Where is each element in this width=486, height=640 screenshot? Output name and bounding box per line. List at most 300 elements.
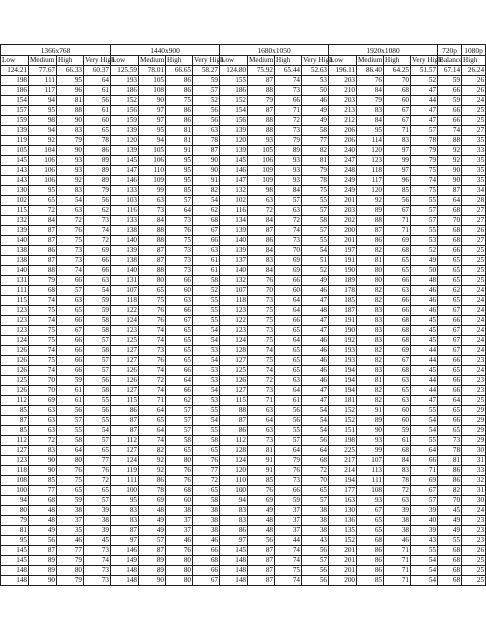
table-cell: 76: [139, 356, 166, 366]
table-cell: 57: [84, 366, 111, 376]
table-cell: 95: [111, 496, 139, 506]
table-cell: 74: [139, 366, 166, 376]
table-cell: 26: [462, 76, 486, 86]
table-cell: 38: [302, 526, 329, 536]
table-cell: 159: [1, 116, 29, 126]
table-cell: 59: [193, 76, 220, 86]
table-cell: 64: [438, 196, 462, 206]
table-cell: 148: [111, 566, 139, 576]
table-cell: 55: [411, 546, 438, 556]
table-cell: 25: [462, 106, 486, 116]
table-cell: 55: [57, 426, 84, 436]
table-cell: 82: [357, 246, 384, 256]
table-cell: 192: [329, 336, 357, 346]
table-cell: 76: [139, 306, 166, 316]
table-cell: 74: [57, 266, 84, 276]
table-cell: 65: [275, 366, 302, 376]
table-cell: 58: [302, 216, 329, 226]
table-cell: 75: [248, 356, 275, 366]
table-cell: 78: [139, 486, 166, 496]
table-cell: 60: [166, 286, 193, 296]
table-cell: 63: [29, 406, 57, 416]
table-cell: 83: [57, 186, 84, 196]
table-cell: 68: [438, 566, 462, 576]
table-cell: 73: [166, 216, 193, 226]
table-cell: 27: [462, 236, 486, 246]
table-cell: 57: [275, 436, 302, 446]
table-cell: 66: [57, 316, 84, 326]
table-cell: 38: [302, 506, 329, 516]
table-cell: 91: [166, 146, 193, 156]
table-cell: 97: [139, 116, 166, 126]
table-row: [1, 326, 486, 336]
table-cell: 138: [111, 226, 139, 236]
table-cell: 71: [384, 566, 411, 576]
table-cell: 248: [329, 166, 357, 176]
table-cell: 62: [84, 206, 111, 216]
table-cell: 75: [275, 566, 302, 576]
table-cell: 25: [462, 276, 486, 286]
table-row: [1, 256, 486, 266]
table-cell: 66: [384, 306, 411, 316]
table-cell: 52: [302, 266, 329, 276]
table-cell: 45: [411, 366, 438, 376]
table-cell: 56: [275, 416, 302, 426]
table-cell: 89: [29, 566, 57, 576]
table-cell: 117: [357, 176, 384, 186]
table-cell: 76: [357, 76, 384, 86]
table-cell: 95: [357, 126, 384, 136]
table-cell: 71: [384, 576, 411, 586]
table-cell: 80: [357, 266, 384, 276]
table-cell: 79: [57, 136, 84, 146]
table-cell: 206: [329, 126, 357, 136]
table-cell: 126: [1, 356, 29, 366]
table-cell: 65: [84, 446, 111, 456]
table-cell: 66: [57, 356, 84, 366]
table-cell: 127: [111, 346, 139, 356]
table-cell: 125: [220, 366, 248, 376]
column-header: Low: [111, 56, 139, 66]
table-cell: 145: [1, 156, 29, 166]
table-cell: 83: [220, 516, 248, 526]
table-cell: 38: [193, 506, 220, 516]
table-row: [1, 456, 486, 466]
table-cell: 79: [411, 156, 438, 166]
table-cell: 58: [193, 276, 220, 286]
table-row: [1, 116, 486, 126]
table-cell: 88: [248, 126, 275, 136]
table-cell: 73: [139, 206, 166, 216]
table-cell: 25: [462, 266, 486, 276]
table-row: [1, 526, 486, 536]
table-cell: 135: [329, 526, 357, 536]
table-cell: 59: [438, 76, 462, 86]
table-cell: 55: [193, 406, 220, 416]
table-cell: 88: [57, 106, 84, 116]
table-cell: 95: [139, 126, 166, 136]
table-cell: 125: [1, 376, 29, 386]
table-cell: 46: [411, 296, 438, 306]
column-header: Medium: [29, 56, 57, 66]
group-header-row: [1, 45, 486, 56]
table-cell: 71: [275, 106, 302, 116]
column-header: High: [166, 56, 193, 66]
table-cell: 26: [462, 86, 486, 96]
group-header-cell: 1366x768: [1, 45, 111, 56]
table-cell: 83: [111, 516, 139, 526]
table-cell: 57: [166, 406, 193, 416]
table-cell: 112: [1, 396, 29, 406]
table-cell: 69: [411, 476, 438, 486]
table-cell: 68: [193, 556, 220, 566]
table-cell: 75: [302, 186, 329, 196]
table-cell: 87: [111, 426, 139, 436]
table-cell: 30: [462, 446, 486, 456]
table-cell: 47: [302, 386, 329, 396]
table-cell: 115: [1, 296, 29, 306]
table-row: [1, 106, 486, 116]
table-cell: 86: [166, 116, 193, 126]
table-cell: 65: [384, 386, 411, 396]
table-cell: 64: [275, 446, 302, 456]
table-cell: 61: [57, 396, 84, 406]
table-cell: 44: [411, 96, 438, 106]
table-cell: 26: [462, 226, 486, 236]
table-cell: 93: [275, 156, 302, 166]
table-cell: 74: [84, 226, 111, 236]
table-cell: 56: [84, 406, 111, 416]
table-cell: 105: [248, 146, 275, 156]
table-cell: 64: [438, 396, 462, 406]
table-cell: 124: [111, 456, 139, 466]
table-cell: 66: [166, 276, 193, 286]
table-cell: 123: [1, 306, 29, 316]
table-cell: 38: [84, 516, 111, 526]
table-cell: 38: [193, 516, 220, 526]
table-cell: 48: [139, 506, 166, 516]
table-cell: 74: [29, 296, 57, 306]
table-cell: 133: [111, 216, 139, 226]
summary-cell: 124.21: [1, 66, 29, 76]
table-cell: 68: [438, 226, 462, 236]
table-cell: 86: [357, 236, 384, 246]
table-cell: 68: [29, 286, 57, 296]
table-cell: 24: [462, 336, 486, 346]
table-cell: 69: [84, 246, 111, 256]
table-cell: 45: [411, 316, 438, 326]
table-cell: 87: [111, 416, 139, 426]
table-cell: 99: [384, 156, 411, 166]
table-cell: 202: [329, 216, 357, 226]
table-cell: 57: [57, 286, 84, 296]
table-cell: 82: [193, 186, 220, 196]
table-cell: 68: [302, 456, 329, 466]
table-cell: 120: [220, 466, 248, 476]
table-cell: 185: [329, 296, 357, 306]
table-cell: 81: [357, 376, 384, 386]
table-cell: 99: [139, 186, 166, 196]
table-cell: 97: [384, 146, 411, 156]
table-cell: 80: [1, 506, 29, 516]
table-cell: 95: [29, 186, 57, 196]
table-cell: 49: [438, 516, 462, 526]
table-cell: 66: [438, 316, 462, 326]
table-cell: 78: [302, 176, 329, 186]
table-cell: 118: [357, 166, 384, 176]
table-cell: 56: [275, 406, 302, 416]
table-cell: 127: [111, 386, 139, 396]
table-cell: 69: [248, 496, 275, 506]
table-cell: 77: [84, 456, 111, 466]
column-header: High: [384, 56, 411, 66]
table-cell: 57: [411, 496, 438, 506]
table-cell: 77: [302, 136, 329, 146]
table-cell: 139: [1, 126, 29, 136]
table-cell: 76: [166, 466, 193, 476]
table-cell: 63: [57, 296, 84, 306]
table-cell: 82: [357, 396, 384, 406]
table-cell: 73: [84, 546, 111, 556]
table-cell: 54: [84, 286, 111, 296]
table-cell: 201: [329, 236, 357, 246]
table-cell: 78: [84, 136, 111, 146]
table-cell: 27: [462, 126, 486, 136]
column-header: Balance: [439, 56, 463, 64]
table-cell: 92: [438, 156, 462, 166]
table-cell: 186: [111, 86, 139, 96]
table-cell: 65: [438, 366, 462, 376]
table-cell: 193: [329, 346, 357, 356]
table-cell: 106: [29, 176, 57, 186]
table-row: [1, 166, 486, 176]
table-cell: 29: [462, 436, 486, 446]
table-cell: 143: [1, 166, 29, 176]
table-cell: 52: [193, 96, 220, 106]
table-cell: 240: [329, 146, 357, 156]
table-cell: 86: [220, 426, 248, 436]
table-cell: 53: [193, 376, 220, 386]
summary-cell: 66.65: [166, 66, 193, 76]
table-cell: 71: [384, 546, 411, 556]
table-cell: 55: [411, 226, 438, 236]
table-cell: 82: [357, 296, 384, 306]
table-cell: 89: [357, 416, 384, 426]
table-cell: 54: [193, 356, 220, 366]
table-cell: 25: [462, 556, 486, 566]
table-cell: 139: [220, 246, 248, 256]
table-cell: 86: [166, 86, 193, 96]
table-cell: 201: [329, 546, 357, 556]
table-cell: 147: [111, 166, 139, 176]
column-header: Medium: [140, 56, 165, 64]
table-cell: 37: [275, 506, 302, 516]
table-cell: 55: [438, 536, 462, 546]
table-row: [1, 386, 486, 396]
table-cell: 146: [111, 176, 139, 186]
table-cell: 120: [111, 136, 139, 146]
table-cell: 60: [384, 406, 411, 416]
table-cell: 23: [462, 386, 486, 396]
table-cell: 68: [384, 326, 411, 336]
table-cell: 117: [29, 86, 57, 96]
table-row: [1, 196, 486, 206]
table-cell: 138: [1, 256, 29, 266]
table-cell: 54: [57, 196, 84, 206]
table-cell: 81: [357, 256, 384, 266]
table-cell: 145: [111, 156, 139, 166]
table-cell: 57: [166, 416, 193, 426]
table-cell: 58: [302, 126, 329, 136]
table-cell: 197: [329, 246, 357, 256]
table-cell: 80: [139, 276, 166, 286]
table-cell: 97: [111, 536, 139, 546]
table-cell: 66: [438, 376, 462, 386]
table-cell: 84: [248, 246, 275, 256]
table-cell: 48: [411, 276, 438, 286]
table-cell: 66: [193, 546, 220, 556]
table-cell: 110: [139, 166, 166, 176]
table-cell: 88: [139, 266, 166, 276]
table-cell: 49: [139, 526, 166, 536]
table-cell: 72: [84, 236, 111, 246]
table-cell: 225: [329, 446, 357, 456]
table-cell: 34: [462, 186, 486, 196]
table-cell: 93: [248, 136, 275, 146]
table-cell: 68: [384, 336, 411, 346]
table-cell: 63: [248, 406, 275, 416]
table-cell: 90: [357, 426, 384, 436]
table-cell: 186: [220, 86, 248, 96]
table-cell: 25: [462, 566, 486, 576]
table-cell: 65: [438, 256, 462, 266]
table-cell: 126: [220, 376, 248, 386]
table-cell: 63: [84, 276, 111, 286]
table-cell: 95: [166, 176, 193, 186]
table-row: [1, 136, 486, 146]
table-cell: 79: [275, 456, 302, 466]
table-cell: 73: [57, 246, 84, 256]
table-cell: 84: [357, 116, 384, 126]
table-cell: 48: [248, 516, 275, 526]
table-cell: 72: [29, 206, 57, 216]
table-cell: 75: [57, 236, 84, 246]
table-cell: 194: [329, 376, 357, 386]
table-cell: 147: [220, 176, 248, 186]
table-cell: 89: [139, 566, 166, 576]
table-cell: 57: [139, 536, 166, 546]
table-cell: 203: [329, 76, 357, 86]
table-cell: 67: [193, 226, 220, 236]
table-cell: 46: [302, 356, 329, 366]
table-cell: 194: [329, 476, 357, 486]
table-cell: 79: [302, 166, 329, 176]
table-cell: 73: [275, 86, 302, 96]
table-cell: 181: [329, 396, 357, 406]
table-cell: 87: [248, 76, 275, 86]
table-cell: 47: [411, 106, 438, 116]
table-cell: 71: [139, 396, 166, 406]
table-cell: 85: [166, 186, 193, 196]
table-cell: 145: [1, 546, 29, 556]
table-cell: 87: [29, 256, 57, 266]
table-cell: 67: [438, 306, 462, 316]
table-cell: 65: [275, 356, 302, 366]
table-cell: 148: [1, 566, 29, 576]
table-cell: 87: [248, 576, 275, 586]
table-cell: 53: [302, 76, 329, 86]
table-cell: 73: [275, 126, 302, 136]
table-cell: 114: [357, 136, 384, 146]
table-cell: 69: [275, 256, 302, 266]
table-cell: 193: [329, 356, 357, 366]
table-cell: 74: [84, 556, 111, 566]
table-cell: 140: [220, 266, 248, 276]
table-cell: 66: [57, 276, 84, 286]
table-cell: 64: [275, 336, 302, 346]
table-cell: 194: [329, 386, 357, 396]
summary-cell: 26.24: [462, 66, 486, 76]
table-cell: 186: [1, 86, 29, 96]
table-cell: 39: [384, 506, 411, 516]
table-cell: 79: [29, 276, 57, 286]
table-row: [1, 296, 486, 306]
table-cell: 74: [139, 386, 166, 396]
table-cell: 63: [384, 496, 411, 506]
table-cell: 38: [384, 526, 411, 536]
table-cell: 88: [248, 86, 275, 96]
table-cell: 60: [384, 416, 411, 426]
table-cell: 71: [384, 226, 411, 236]
table-cell: 65: [357, 516, 384, 526]
table-cell: 70: [438, 216, 462, 226]
table-cell: 39: [84, 506, 111, 516]
table-cell: 94: [220, 496, 248, 506]
table-cell: 90: [139, 96, 166, 106]
table-cell: 92: [139, 456, 166, 466]
table-cell: 72: [384, 486, 411, 496]
spreadsheet: [0, 44, 485, 586]
table-cell: 75: [29, 306, 57, 316]
table-cell: 59: [57, 496, 84, 506]
table-cell: 23: [462, 376, 486, 386]
table-cell: 74: [275, 546, 302, 556]
column-header: High: [57, 56, 84, 66]
table-cell: 49: [248, 506, 275, 516]
table-cell: 190: [329, 266, 357, 276]
table-cell: 65: [193, 446, 220, 456]
table-cell: 206: [329, 136, 357, 146]
table-row: [1, 156, 486, 166]
table-cell: 56: [193, 116, 220, 126]
table-cell: 68: [357, 536, 384, 546]
table-row: [1, 216, 486, 226]
table-cell: 24: [462, 306, 486, 316]
table-cell: 25: [462, 396, 486, 406]
table-cell: 74: [248, 366, 275, 376]
table-cell: 59: [84, 306, 111, 316]
table-cell: 35: [462, 136, 486, 146]
table-cell: 65: [166, 446, 193, 456]
table-cell: 89: [139, 556, 166, 566]
table-cell: 65: [166, 336, 193, 346]
table-cell: 64: [302, 446, 329, 456]
table-cell: 44: [275, 536, 302, 546]
table-cell: 25: [462, 576, 486, 586]
table-row: [1, 426, 486, 436]
table-cell: 83: [357, 336, 384, 346]
table-cell: 107: [111, 286, 139, 296]
